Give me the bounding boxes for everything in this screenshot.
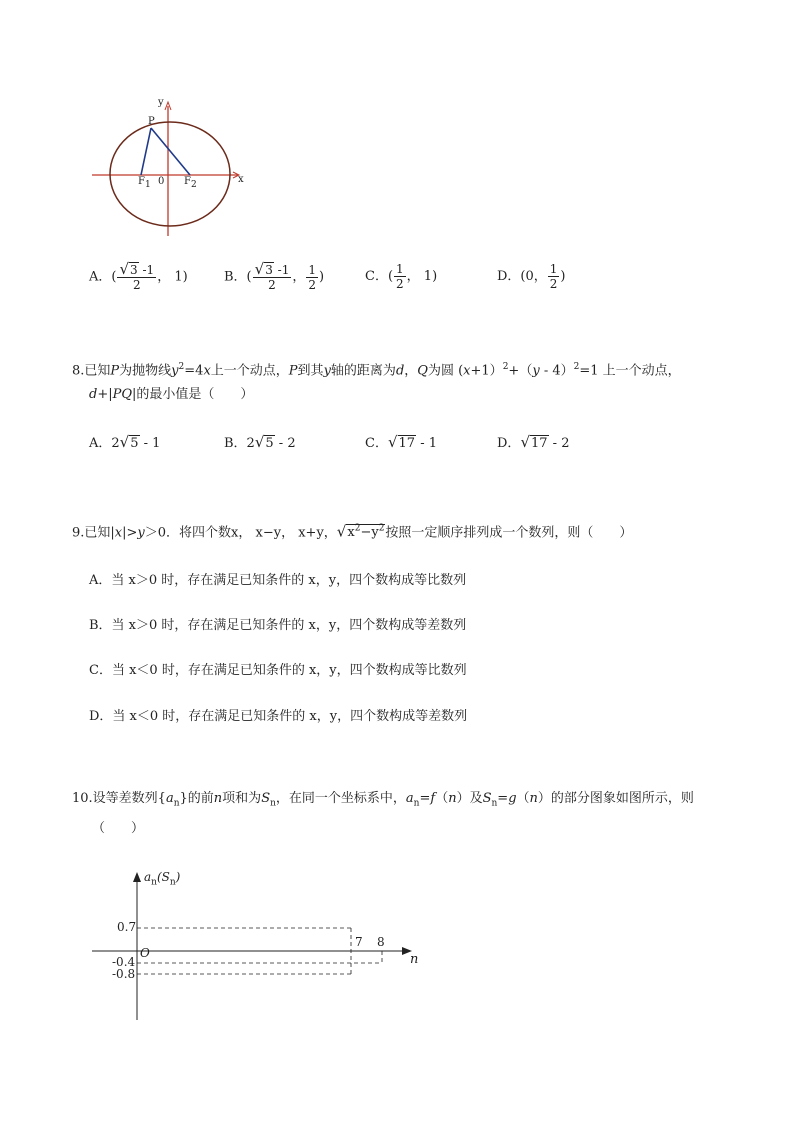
- graph-tick-8: 8: [377, 935, 385, 949]
- q8-stem-line1: 8.已知P为抛物线$y^2=4x$上一个动点，P到其y轴的距离为d，Q为圆 (x+1）$^2$+（y - 4）$^2$=1 上一个动点，: [72, 362, 681, 379]
- fig1-f1-label: $F_1$: [138, 176, 151, 190]
- segment-pf1: [141, 128, 151, 175]
- q9-option-d[interactable]: D．当 x＜0 时，存在满足已知条件的 x，y，四个数构成等差数列: [89, 709, 468, 724]
- q9-option-a[interactable]: A．当 x＞0 时，存在满足已知条件的 x，y，四个数构成等比数列: [89, 573, 467, 588]
- fig1-origin-label: 0: [158, 176, 165, 187]
- fig1-y-label: y: [158, 97, 164, 108]
- ellipse-curve: [110, 122, 230, 226]
- q10-stem-line2: （ ）: [92, 821, 145, 836]
- q8-option-d[interactable]: D．√17 - 2: [497, 433, 570, 451]
- graph-tick-m08: -0.8: [112, 967, 136, 981]
- graph-y-label: $a_n(S_n)$: [144, 870, 181, 888]
- fig1-x-label: x: [238, 174, 244, 185]
- q8-option-c[interactable]: C．√17 - 1: [365, 433, 437, 451]
- graph-x-label: n: [410, 952, 419, 967]
- q7-option-c[interactable]: C．( $\frac{1}{2}$ ， 1): [365, 262, 438, 291]
- fig1-p-label: P: [148, 116, 155, 127]
- graph-tick-m04: -0.4: [112, 955, 136, 969]
- graph-tick-07: 0.7: [117, 920, 137, 934]
- q9-stem: 9.已知|x|>y＞0．将四个数x， x−y， x+y，$√x^2-y^2$按照一定顺序排列成一个数列，则（ ）: [72, 522, 633, 541]
- q7-option-a[interactable]: A．( $\frac{√3 -1}{2}$ ， 1): [89, 260, 188, 292]
- fig1-f2-label: $F_2$: [184, 176, 197, 190]
- q8-option-b[interactable]: B．2√5 - 2: [224, 433, 296, 451]
- q9-option-b[interactable]: B．当 x＞0 时，存在满足已知条件的 x，y，四个数构成等差数列: [89, 618, 467, 633]
- ellipse-figure: [88, 96, 258, 244]
- q8-stem-line2: d+|PQ|的最小值是（ ）: [89, 387, 254, 402]
- segment-pf2: [151, 128, 190, 175]
- graph-tick-7: 7: [355, 935, 363, 949]
- q9-option-c[interactable]: C．当 x＜0 时，存在满足已知条件的 x，y，四个数构成等比数列: [89, 663, 467, 678]
- graph-origin-label: O: [140, 946, 150, 960]
- q7-option-b[interactable]: B．( $\frac{√3 -1}{2}$ ， $\frac{1}{2}$ ): [224, 260, 325, 292]
- q7-option-d[interactable]: D．(0， $\frac{1}{2}$ ): [497, 262, 566, 291]
- q10-stem-line1: 10.设等差数列$\{a_n\}$的前n项和为$S_n$，在同一个坐标系中，$a_n=f(n)$及$S_n=g(n)$的部分图象如图所示，则: [72, 791, 694, 809]
- q8-option-a[interactable]: A．2√5 - 1: [89, 433, 161, 451]
